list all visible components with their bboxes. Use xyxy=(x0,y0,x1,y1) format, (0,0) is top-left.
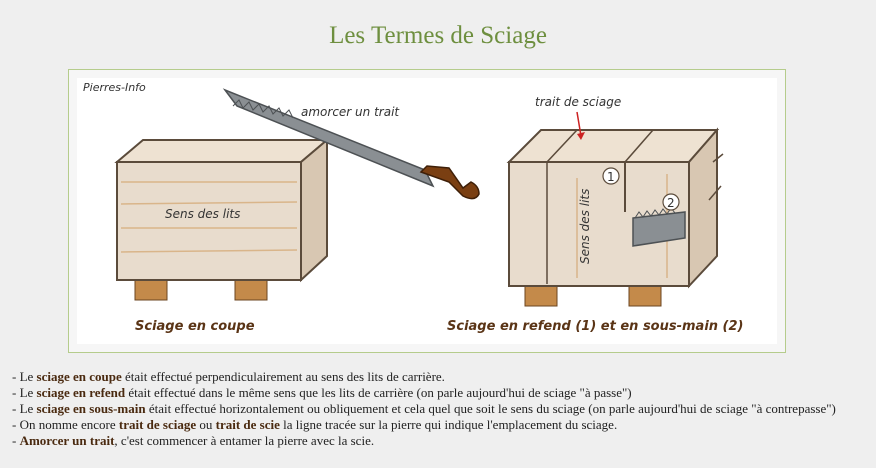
label-trait: trait de sciage xyxy=(535,95,622,109)
wood-support-right-2 xyxy=(629,284,661,306)
wood-support-right-1 xyxy=(525,284,557,306)
svg-text:1: 1 xyxy=(607,170,615,184)
watermark: Pierres-Info xyxy=(83,81,146,94)
caption-left: Sciage en coupe xyxy=(135,319,255,334)
left-block-front xyxy=(117,162,301,280)
label-sens-right: Sens des lits xyxy=(578,188,592,264)
definition-item: - Le sciage en refend était effectué dans le même sens que les lits de carrière (on parle aujourd'hui de sciage "à passe") xyxy=(12,385,632,400)
definitions-list xyxy=(12,369,864,449)
definition-item: - On nomme encore trait de sciage ou trait de scie la ligne tracée sur la pierre qui indique l'emplacement du sciage. xyxy=(12,417,618,432)
left-stone-block xyxy=(117,140,327,300)
definition-item: - Le sciage en sous-main était effectué horizontalement ou obliquement et cela quel que soit le sens du sciage (on parle aujourd'hui de sciage "à contrepasse") xyxy=(12,401,836,416)
caption-right: Sciage en refend (1) et en sous-main (2) xyxy=(447,319,744,334)
page-title: Les Termes de Sciage xyxy=(329,22,547,49)
definition-item: - Amorcer un trait, c'est commencer à entamer la pierre avec la scie. xyxy=(12,433,375,448)
svg-text:2: 2 xyxy=(667,196,675,210)
left-block-side xyxy=(301,140,327,280)
sawing-illustration xyxy=(77,78,777,344)
label-sens-left: Sens des lits xyxy=(165,207,241,221)
left-block-top xyxy=(117,140,327,162)
illustration-frame xyxy=(68,69,786,353)
label-amorcer: amorcer un trait xyxy=(301,105,400,119)
definition-item: - Le sciage en coupe était effectué perpendiculairement au sens des lits de carrière. xyxy=(12,369,445,384)
right-block-top xyxy=(509,130,717,162)
